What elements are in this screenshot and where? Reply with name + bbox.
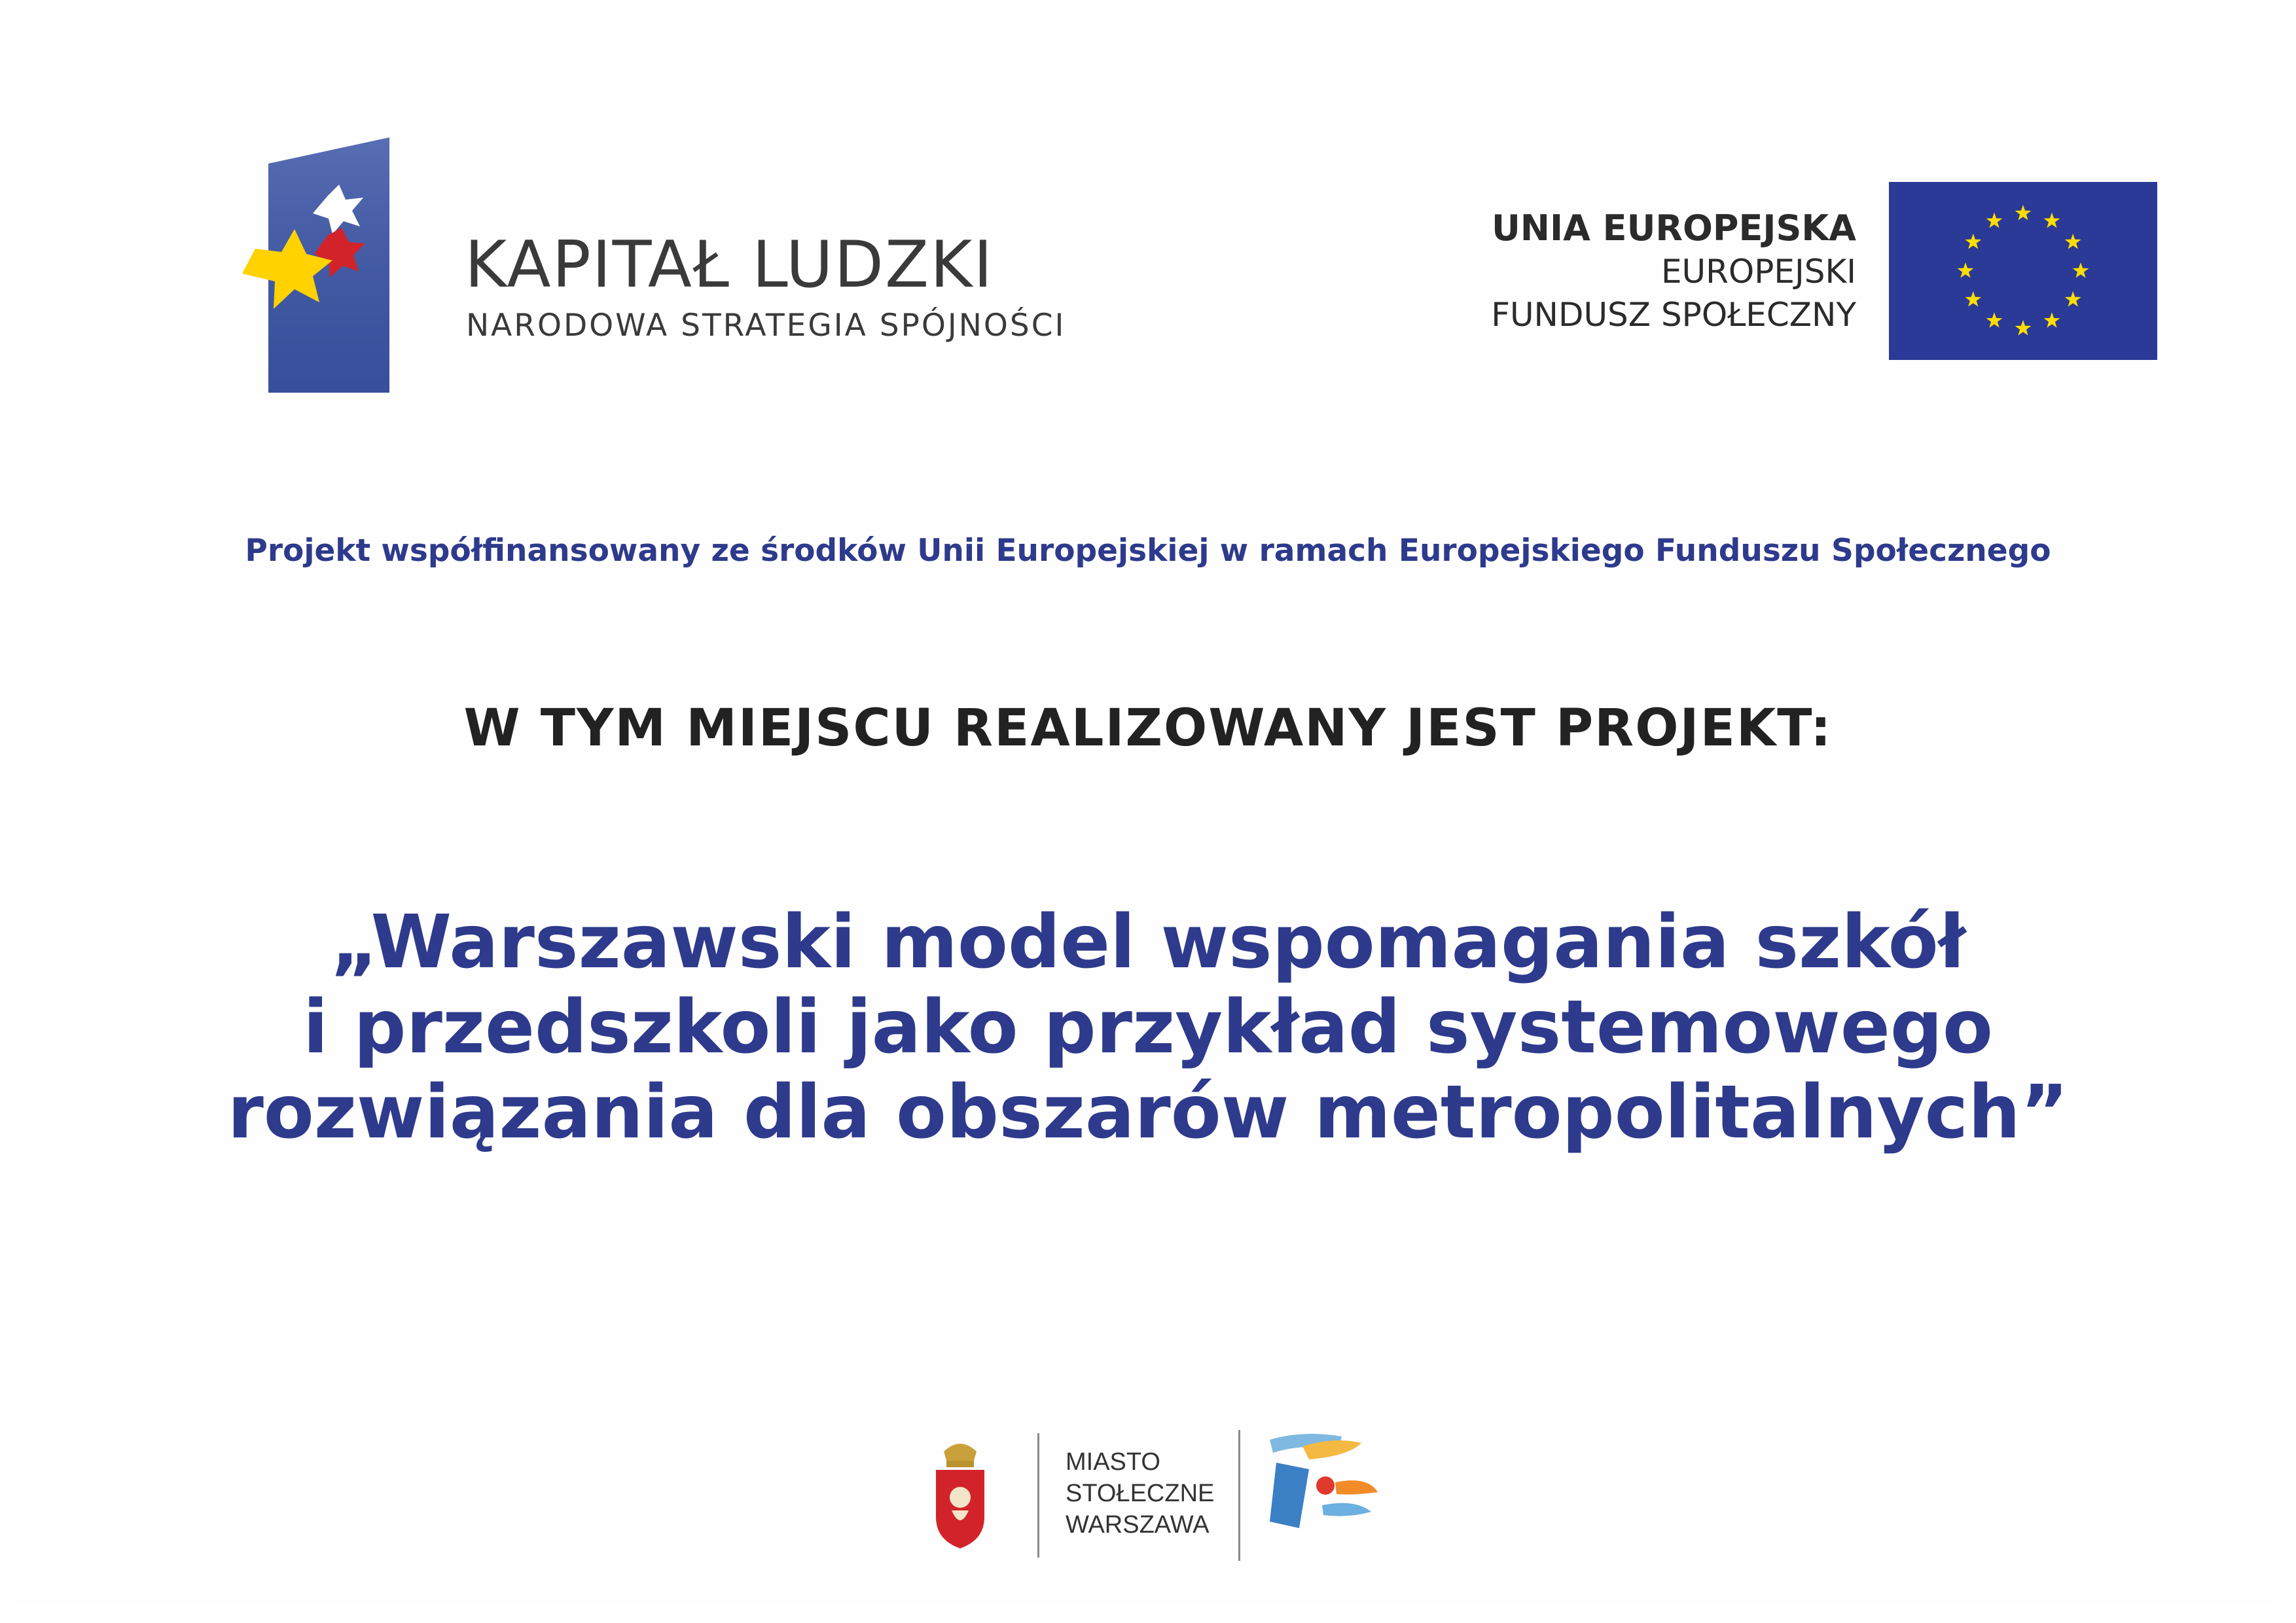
intro-heading: W TYM MIEJSCU REALIZOWANY JEST PROJEKT: [463,699,1833,758]
education-program-logo-icon [1263,1430,1388,1538]
city-line3: WARSZAWA [1066,1511,1210,1539]
project-title-line2: i przedszkoli jako przykład systemowego [303,985,1993,1070]
eu-fund-line1: EUROPEJSKI [1660,253,1856,291]
project-title-line1: „Warszawski model wspomagania szkół [330,900,1966,985]
city-line1: MIASTO [1066,1448,1160,1476]
city-name-block [1066,1446,1214,1541]
kapital-ludzki-subtitle: NARODOWA STRATEGIA SPÓJNOŚCI [466,308,1066,344]
project-title [0,900,2296,1155]
eu-text-block [1491,207,1856,336]
eu-title: UNIA EUROPEJSKA [1491,207,1856,249]
kapital-ludzki-stars-icon [229,137,399,393]
project-title-line3: rozwiązania dla obszarów metropolitalnych” [227,1070,2069,1155]
eu-flag-icon [1889,182,2157,360]
warsaw-crest-icon [932,1432,988,1550]
cofinancing-note: Projekt współfinansowany ze środków Unii Europejskiej w ramach Europejskiego Funduszu Społecznego [245,533,2051,569]
eu-fund-line2: FUNDUSZ SPOŁECZNY [1491,296,1856,334]
kapital-ludzki-title: KAPITAŁ LUDZKI [465,228,994,302]
city-line2: STOŁECZNE [1066,1480,1215,1507]
footer-divider-left [1037,1433,1039,1558]
footer-divider-right [1238,1430,1240,1561]
